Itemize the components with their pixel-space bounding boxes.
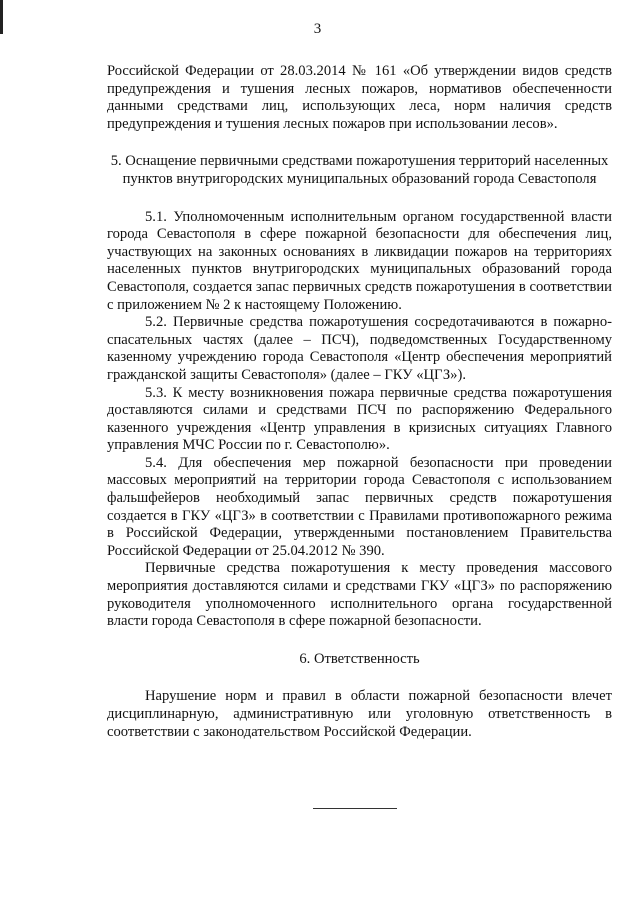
- section-6-title: 6. Ответственность: [299, 650, 420, 667]
- section-5-paragraph-2: 5.2. Первичные средства пожаротушения сосредотачиваются в пожарно-спасательных частях (далее – ПСЧ), подведомственных Государственному казенному учреждению города Севастополя «Центр обеспечения мероприятий гражданской защиты Севастополя» (далее – ГКУ «ЦГЗ»).: [107, 314, 612, 383]
- end-of-text-line: [313, 808, 397, 809]
- section-5-paragraph-1: 5.1. Уполномоченным исполнительным органом государственной власти города Севастополя в сфере пожарной безопасности для обеспечения лиц, участвующих на законных основаниях в ликвидации пожаров на территориях населенных пунктов внутригородских муниципальных образований города Севастополя, создается запас первичных средств пожаротушения в соответствии с приложением № 2 к настоящему Положению.: [107, 208, 612, 313]
- section-6-paragraph-1: Нарушение норм и правил в области пожарной безопасности влечет дисциплинарную, административную или уголовную ответственность в соответствии с законодательством Российской Федерации.: [107, 688, 612, 740]
- section-5-title: 5. Оснащение первичными средствами пожаротушения территорий населенных пунктов внутригородских муниципальных образований города Севастополя: [110, 153, 609, 187]
- intro-paragraph: Российской Федерации от 28.03.2014 № 161 «Об утверждении видов средств предупреждения и тушения лесных пожаров, нормативов обеспеченности данными средствами лиц, использующих леса, норм наличия средств предупреждения и тушения лесных пожаров при использовании лесов».: [107, 63, 612, 132]
- page-number: 3: [313, 21, 322, 37]
- section-5-paragraph-5: Первичные средства пожаротушения к месту проведения массового мероприятия доставляются силами и средствами ГКУ «ЦГЗ» по распоряжению руководителя уполномоченного исполнительного органа государственной власти города Севастополя в сфере пожарной безопасности.: [107, 560, 612, 630]
- section-5-paragraph-3: 5.3. К месту возникновения пожара первичные средства пожаротушения доставляются силами и средствами ПСЧ по распоряжению Федерального казенного учреждения «Центр управления в кризисных ситуациях Главного управления МЧС России по г. Севастополю».: [107, 384, 612, 454]
- section-5-paragraph-4: 5.4. Для обеспечения мер пожарной безопасности при проведении массовых мероприятий на территории города Севастополя с использованием фальшфейеров необходимый запас первичных средств пожаротушения создается в ГКУ «ЦГЗ» в соответствии с Правилами противопожарного режима в Российской Федерации, утвержденными постановлением Правительства Российской Федерации от 25.04.2012 № 390.: [107, 454, 612, 559]
- document-body: [107, 63, 612, 741]
